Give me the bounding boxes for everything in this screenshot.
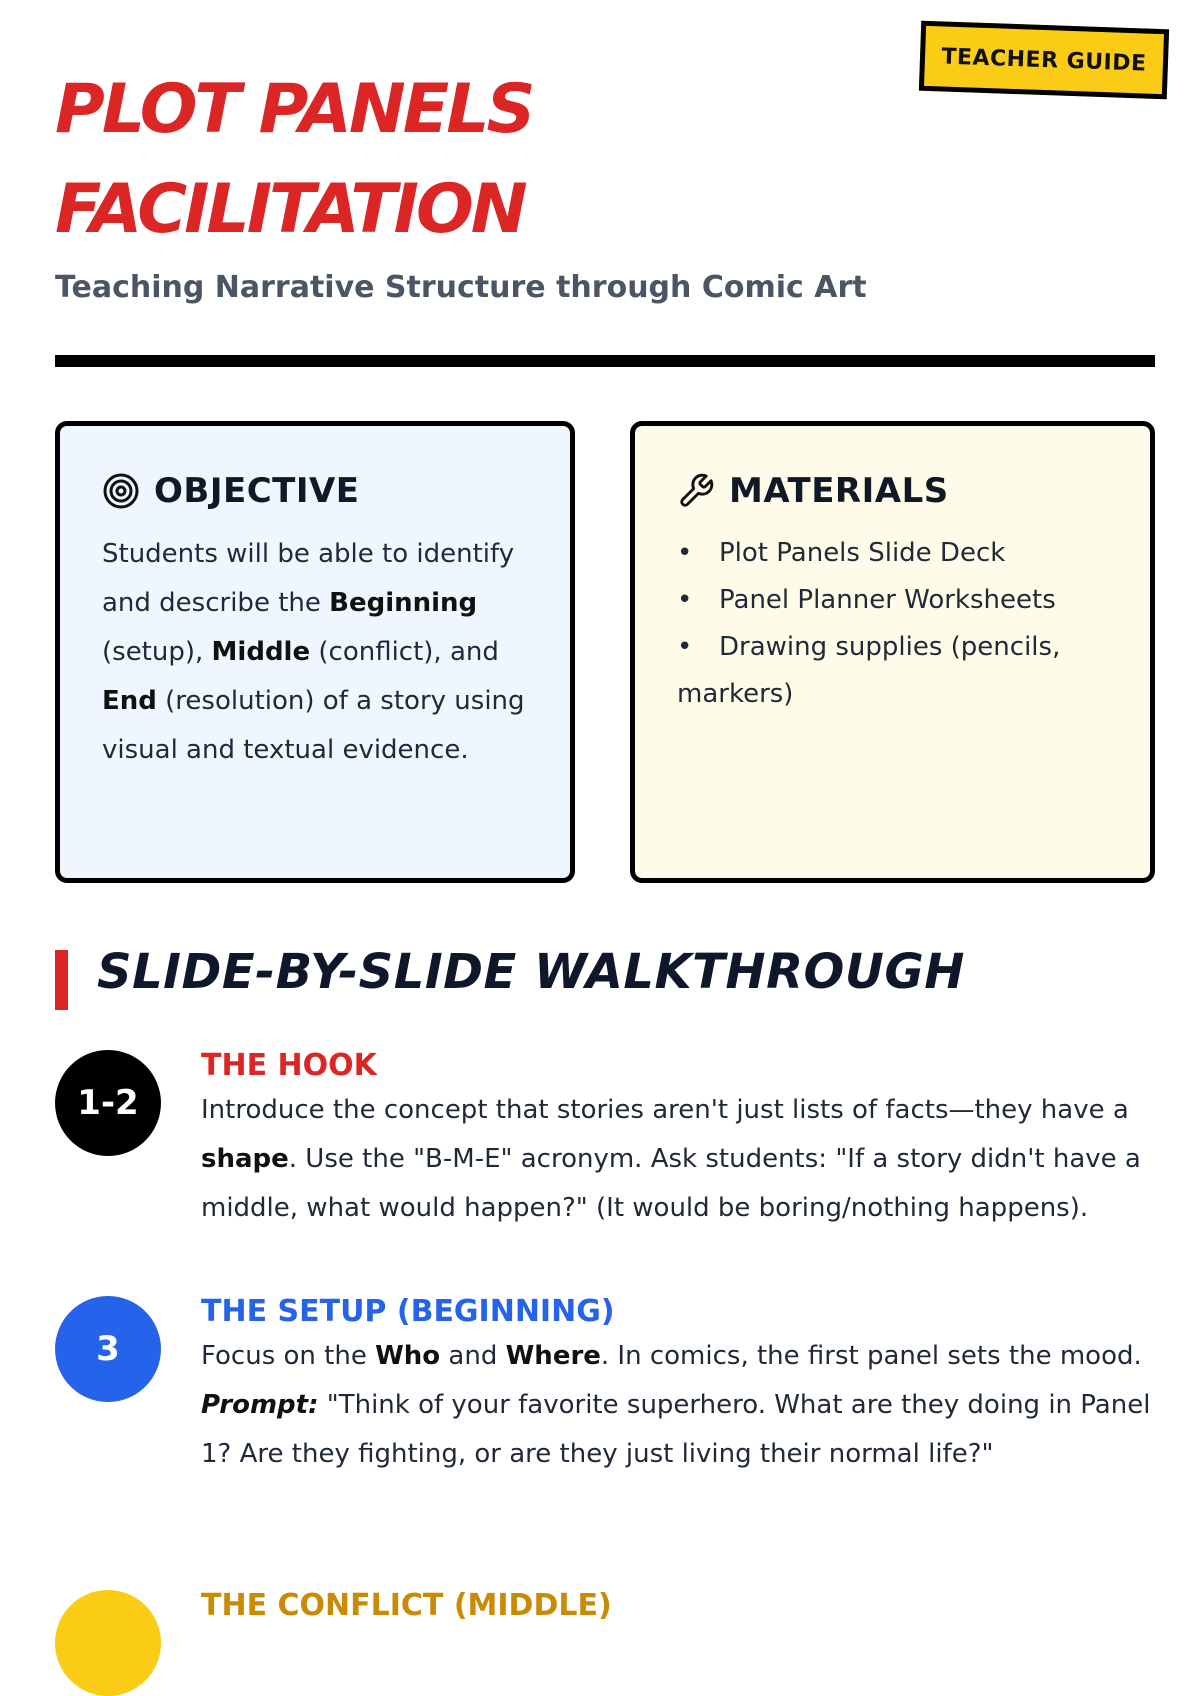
materials-item-label: Panel Planner Worksheets [719, 585, 1056, 615]
step-number-badge: 3 [55, 1296, 161, 1402]
materials-header [677, 466, 1110, 516]
step-text-part: Introduce the concept that stories aren't just lists of facts—they have a [201, 1095, 1129, 1125]
step-prompt [201, 1381, 1161, 1479]
step-heading: THE CONFLICT (MIDDLE) [201, 1588, 612, 1623]
step-prompt-label: Prompt: [201, 1390, 319, 1420]
step-heading: THE SETUP (BEGINNING) [201, 1294, 615, 1329]
step-number-badge: 1-2 [55, 1050, 161, 1156]
materials-item: • Plot Panels Slide Deck [677, 538, 1006, 568]
objective-term-end: End [102, 686, 157, 716]
step-number-badge [55, 1590, 161, 1696]
materials-title: MATERIALS [729, 471, 949, 511]
step-text-emphasis: shape [201, 1144, 289, 1174]
step-text-part: . Use the "B-M-E" acronym. Ask students: "If a story didn't have a middle, what would happen?" (It would be boring/nothing happens). [201, 1144, 1141, 1223]
materials-card [630, 421, 1155, 883]
materials-item: • Panel Planner Worksheets [677, 585, 1056, 615]
step-prompt-text: "Think of your favorite superhero. What are they doing in Panel 1? Are they fighting, or are they just living their normal life?" [201, 1390, 1151, 1469]
objective-header [102, 466, 530, 516]
page-subtitle: Teaching Narrative Structure through Comic Art [55, 270, 867, 305]
objective-text [102, 530, 530, 775]
objective-term-middle: Middle [211, 637, 311, 667]
materials-item: • Drawing supplies (pencils, markers) [677, 632, 1061, 709]
section-accent-bar [55, 950, 68, 1010]
objective-text-part: Students will be able to identify and describe the [102, 539, 515, 618]
target-icon [102, 472, 140, 510]
step-content [201, 1050, 1161, 1233]
header-divider [55, 355, 1155, 367]
step-content [201, 1296, 1161, 1479]
objective-text-part: (conflict), and [310, 637, 499, 667]
materials-item-label: Drawing supplies (pencils, markers) [677, 632, 1061, 709]
step-text-part: . In comics, the first panel sets the mood. [600, 1341, 1142, 1371]
step-content [201, 1590, 1161, 1626]
objective-title: OBJECTIVE [154, 471, 360, 511]
step-text [201, 1086, 1161, 1233]
materials-item-label: Plot Panels Slide Deck [719, 538, 1006, 568]
page-title: PLOT PANELS FACILITATION [55, 70, 533, 249]
teacher-guide-badge: TEACHER GUIDE [919, 21, 1169, 100]
step-text-part: and [440, 1341, 506, 1371]
section-title: SLIDE-BY-SLIDE WALKTHROUGH [97, 944, 965, 1000]
wrench-icon [677, 472, 715, 510]
objective-term-beginning: Beginning [329, 588, 478, 618]
step-text-emphasis: Where [505, 1341, 601, 1371]
step-text [201, 1332, 1161, 1381]
objective-text-part: (setup), [102, 637, 212, 667]
step-heading: THE HOOK [201, 1048, 377, 1083]
step-text-part: Focus on the [201, 1341, 376, 1371]
teacher-guide-page [55, 0, 1155, 1623]
objective-text-part: (resolution) of a story using visual and textual evidence. [102, 686, 525, 765]
objective-card [55, 421, 575, 883]
step-text-emphasis: Who [375, 1341, 441, 1371]
materials-list [677, 530, 1110, 718]
